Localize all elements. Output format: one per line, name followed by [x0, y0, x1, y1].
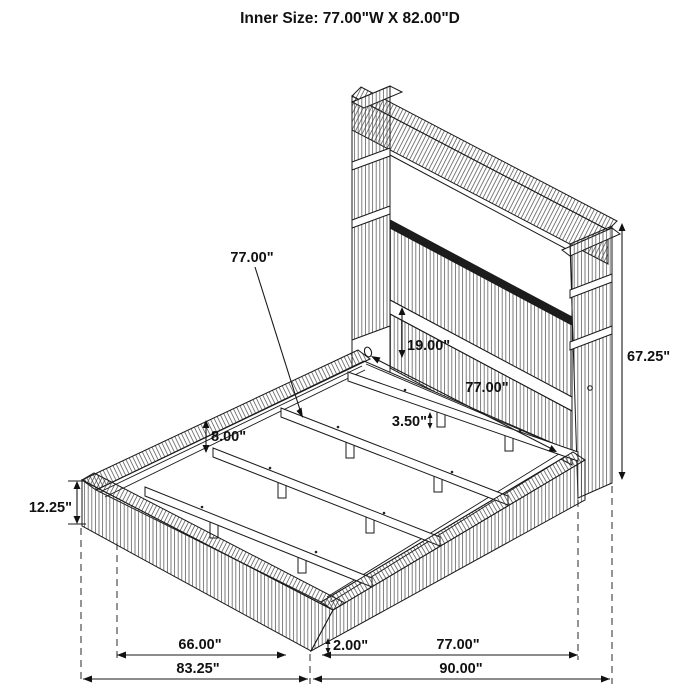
screw-dot: [383, 512, 386, 515]
dim-leg-height-label: 3.50": [391, 414, 427, 430]
screw-dot: [315, 551, 318, 554]
dim-rail-drop-label: 8.00": [211, 429, 247, 445]
dim-base-height-label: 12.25": [28, 500, 72, 516]
dim-corner-offset: [326, 638, 369, 654]
screw-dot: [451, 471, 454, 474]
dim-corner-offset-label: 2.00": [333, 638, 369, 654]
dim-side-inner-length-label: 77.00": [436, 637, 480, 653]
screw-dot: [337, 426, 340, 429]
dim-footboard-inner-width: [117, 637, 286, 659]
screw-dot: [404, 389, 407, 392]
dim-slat-width-label: 77.00": [230, 250, 274, 266]
dim-panel-height-label: 19.00": [407, 338, 451, 354]
screw-dot: [269, 467, 272, 470]
diagram-title: Inner Size: 77.00"W X 82.00"D: [240, 10, 460, 27]
dim-headboard-height-label: 67.25": [627, 349, 671, 365]
dim-footboard-inner-width-label: 66.00": [178, 637, 222, 653]
dim-headboard-height: [619, 223, 671, 480]
dim-footboard-outer-width: [83, 661, 308, 683]
dim-inner-width-label: 77.00": [465, 380, 509, 396]
dim-base-height: [29, 481, 86, 524]
dim-side-outer-length: [313, 661, 610, 683]
dim-footboard-outer-width-label: 83.25": [176, 661, 220, 677]
screw-dot: [201, 506, 204, 509]
dim-leg-height: [392, 412, 433, 430]
dim-side-outer-length-label: 90.00": [439, 661, 483, 677]
